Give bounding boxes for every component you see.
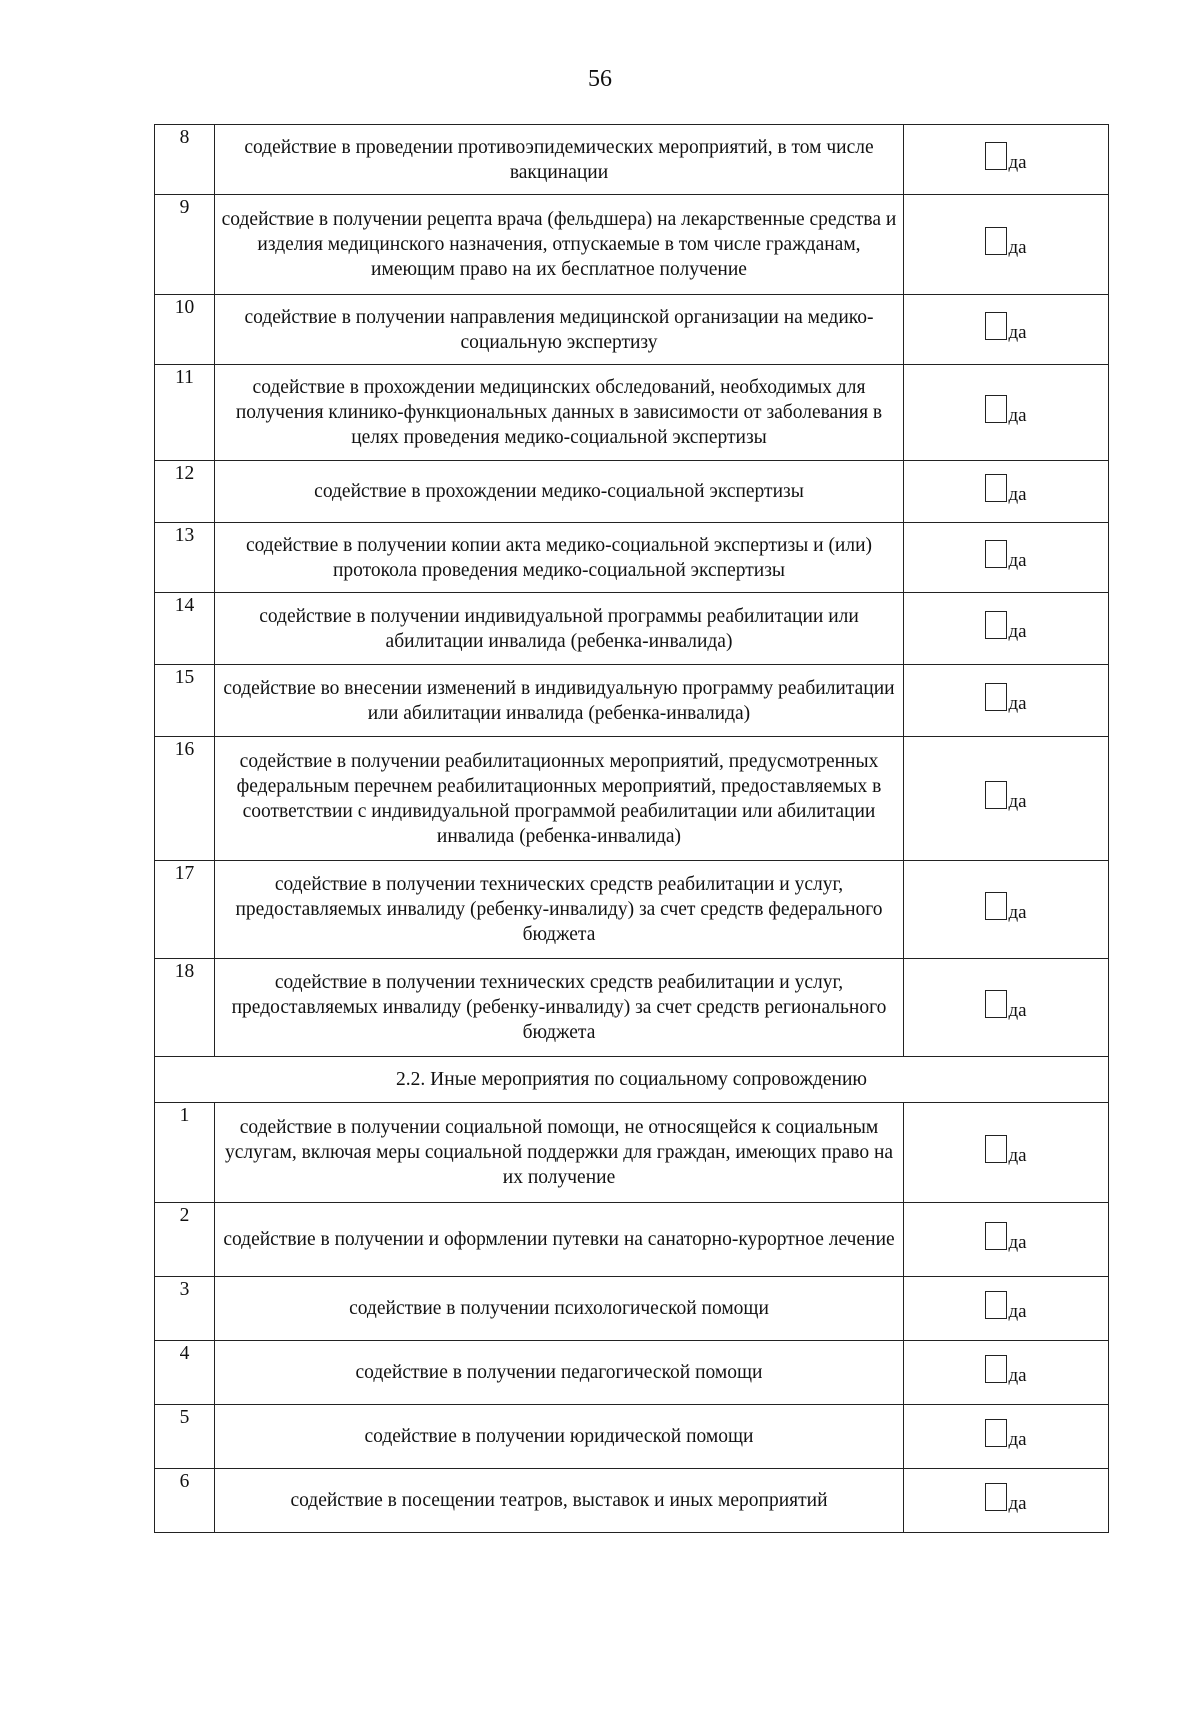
service-description: содействие в получении реабилитационных мероприятий, предусмотренных федеральным перечнем реабилитационных мероприятий, предоставляемых в соответствии с индивидуальной программой реабилитации или абилитации инвалида (ребенка-инвалида) [215, 737, 904, 861]
table-row [155, 593, 1109, 665]
yes-checkbox[interactable] [985, 540, 1007, 568]
table-row [155, 665, 1109, 737]
yes-label: да [1008, 902, 1027, 923]
table-row [155, 1341, 1109, 1405]
row-number: 6 [155, 1469, 215, 1533]
yes-checkbox[interactable] [985, 227, 1007, 255]
table-row [155, 861, 1109, 959]
table-row [155, 1277, 1109, 1341]
yes-label: да [1008, 322, 1027, 343]
table-row [155, 1203, 1109, 1277]
row-number: 9 [155, 195, 215, 295]
table-row [155, 195, 1109, 295]
checkbox-cell [904, 365, 1109, 461]
yes-checkbox-group[interactable] [985, 142, 1027, 173]
yes-checkbox-group[interactable] [985, 1419, 1027, 1450]
table-row [155, 461, 1109, 523]
service-description: содействие в получении педагогической помощи [215, 1341, 904, 1405]
yes-checkbox-group[interactable] [985, 474, 1027, 505]
service-description: содействие в прохождении медицинских обследований, необходимых для получения клинико-функциональных данных в зависимости от заболевания в целях проведения медико-социальной экспертизы [215, 365, 904, 461]
checkbox-cell [904, 195, 1109, 295]
yes-label: да [1008, 237, 1027, 258]
table-body-bottom [155, 1103, 1109, 1533]
table-row [155, 365, 1109, 461]
row-number: 18 [155, 959, 215, 1057]
checkbox-cell [904, 959, 1109, 1057]
yes-checkbox[interactable] [985, 781, 1007, 809]
yes-checkbox[interactable] [985, 611, 1007, 639]
table-body-section [155, 1057, 1109, 1103]
row-number: 16 [155, 737, 215, 861]
yes-label: да [1008, 405, 1027, 426]
row-number: 8 [155, 125, 215, 195]
yes-checkbox-group[interactable] [985, 1222, 1027, 1253]
row-number: 1 [155, 1103, 215, 1203]
service-description: содействие в проведении противоэпидемических мероприятий, в том числе вакцинации [215, 125, 904, 195]
row-number: 3 [155, 1277, 215, 1341]
service-description: содействие в получении технических средств реабилитации и услуг, предоставляемых инвалиду (ребенку-инвалиду) за счет средств регионального бюджета [215, 959, 904, 1057]
service-description: содействие в получении технических средств реабилитации и услуг, предоставляемых инвалиду (ребенку-инвалиду) за счет средств федерального бюджета [215, 861, 904, 959]
row-number: 12 [155, 461, 215, 523]
row-number: 15 [155, 665, 215, 737]
yes-label: да [1008, 550, 1027, 571]
checkbox-cell [904, 593, 1109, 665]
checkbox-cell [904, 1277, 1109, 1341]
checkbox-cell [904, 523, 1109, 593]
yes-checkbox[interactable] [985, 1135, 1007, 1163]
yes-label: да [1008, 1429, 1027, 1450]
yes-checkbox[interactable] [985, 1222, 1007, 1250]
checkbox-cell [904, 125, 1109, 195]
yes-label: да [1008, 621, 1027, 642]
table-row [155, 1103, 1109, 1203]
service-description: содействие в получении юридической помощи [215, 1405, 904, 1469]
yes-label: да [1008, 152, 1027, 173]
yes-checkbox[interactable] [985, 1483, 1007, 1511]
service-description: содействие в получении направления медицинской организации на медико-социальную экспертизу [215, 295, 904, 365]
yes-label: да [1008, 1365, 1027, 1386]
table-body-top [155, 125, 1109, 1057]
row-number: 11 [155, 365, 215, 461]
checkbox-cell [904, 295, 1109, 365]
section-title: 2.2. Иные мероприятия по социальному сопровождению [155, 1057, 1109, 1103]
checkbox-cell [904, 737, 1109, 861]
yes-checkbox-group[interactable] [985, 683, 1027, 714]
yes-checkbox-group[interactable] [985, 312, 1027, 343]
service-description: содействие в получении психологической помощи [215, 1277, 904, 1341]
service-description: содействие во внесении изменений в индивидуальную программу реабилитации или абилитации инвалида (ребенка-инвалида) [215, 665, 904, 737]
yes-label: да [1008, 693, 1027, 714]
yes-checkbox-group[interactable] [985, 781, 1027, 812]
service-description: содействие в получении рецепта врача (фельдшера) на лекарственные средства и изделия медицинского назначения, отпускаемые в том числе гражданам, имеющим право на их бесплатное получение [215, 195, 904, 295]
checkbox-cell [904, 1103, 1109, 1203]
row-number: 5 [155, 1405, 215, 1469]
checkbox-cell [904, 1203, 1109, 1277]
yes-checkbox[interactable] [985, 1291, 1007, 1319]
table-row [155, 125, 1109, 195]
service-description: содействие в посещении театров, выставок и иных мероприятий [215, 1469, 904, 1533]
yes-checkbox-group[interactable] [985, 1483, 1027, 1514]
row-number: 14 [155, 593, 215, 665]
yes-checkbox[interactable] [985, 395, 1007, 423]
table-row [155, 1469, 1109, 1533]
yes-label: да [1008, 791, 1027, 812]
page-number: 56 [588, 66, 612, 92]
yes-label: да [1008, 1301, 1027, 1322]
yes-checkbox-group[interactable] [985, 1135, 1027, 1166]
yes-checkbox[interactable] [985, 892, 1007, 920]
yes-checkbox-group[interactable] [985, 540, 1027, 571]
table-row [155, 737, 1109, 861]
table-row [155, 523, 1109, 593]
yes-checkbox[interactable] [985, 474, 1007, 502]
table-row [155, 1405, 1109, 1469]
services-table [154, 124, 1109, 1533]
service-description: содействие в получении и оформлении путевки на санаторно-курортное лечение [215, 1203, 904, 1277]
row-number: 4 [155, 1341, 215, 1405]
yes-checkbox-group[interactable] [985, 1291, 1027, 1322]
section-row [155, 1057, 1109, 1103]
checkbox-cell [904, 1469, 1109, 1533]
yes-checkbox[interactable] [985, 1419, 1007, 1447]
yes-checkbox-group[interactable] [985, 611, 1027, 642]
row-number: 2 [155, 1203, 215, 1277]
yes-label: да [1008, 1000, 1027, 1021]
yes-label: да [1008, 484, 1027, 505]
yes-checkbox-group[interactable] [985, 892, 1027, 923]
service-description: содействие в получении социальной помощи, не относящейся к социальным услугам, включая меры социальной поддержки для граждан, имеющих право на их получение [215, 1103, 904, 1203]
yes-label: да [1008, 1232, 1027, 1253]
checkbox-cell [904, 1405, 1109, 1469]
service-description: содействие в получении индивидуальной программы реабилитации или абилитации инвалида (ребенка-инвалида) [215, 593, 904, 665]
yes-checkbox-group[interactable] [985, 990, 1027, 1021]
table-row [155, 959, 1109, 1057]
yes-checkbox[interactable] [985, 683, 1007, 711]
row-number: 17 [155, 861, 215, 959]
yes-label: да [1008, 1493, 1027, 1514]
checkbox-cell [904, 1341, 1109, 1405]
row-number: 13 [155, 523, 215, 593]
yes-checkbox[interactable] [985, 142, 1007, 170]
yes-checkbox[interactable] [985, 1355, 1007, 1383]
service-description: содействие в получении копии акта медико-социальной экспертизы и (или) протокола проведения медико-социальной экспертизы [215, 523, 904, 593]
yes-checkbox[interactable] [985, 990, 1007, 1018]
checkbox-cell [904, 461, 1109, 523]
yes-checkbox-group[interactable] [985, 1355, 1027, 1386]
checkbox-cell [904, 861, 1109, 959]
table-row [155, 295, 1109, 365]
yes-checkbox-group[interactable] [985, 227, 1027, 258]
yes-checkbox-group[interactable] [985, 395, 1027, 426]
checkbox-cell [904, 665, 1109, 737]
service-description: содействие в прохождении медико-социальной экспертизы [215, 461, 904, 523]
yes-label: да [1008, 1145, 1027, 1166]
row-number: 10 [155, 295, 215, 365]
yes-checkbox[interactable] [985, 312, 1007, 340]
